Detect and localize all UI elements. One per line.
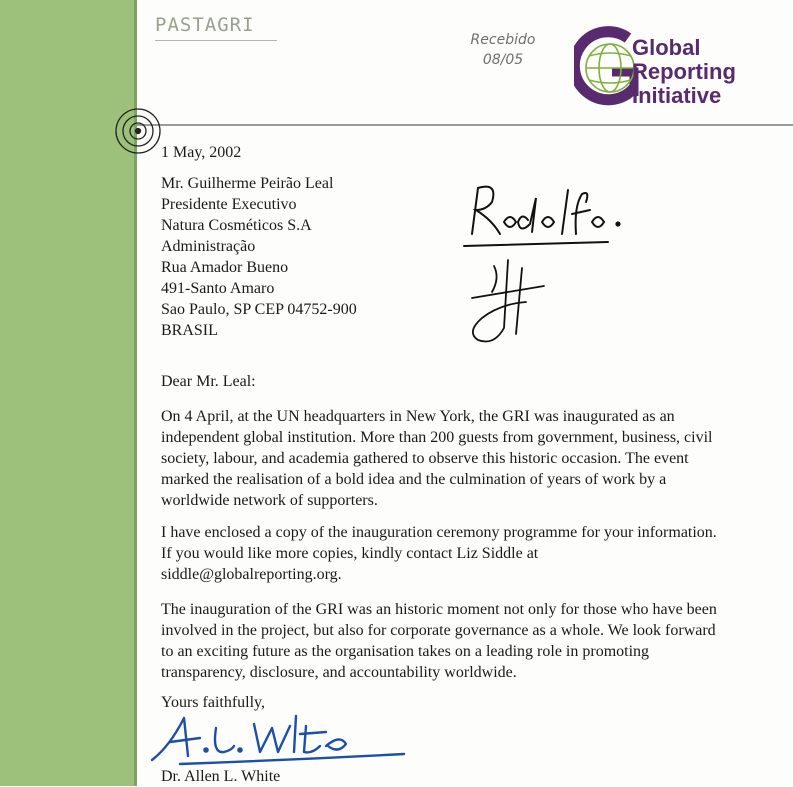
logo-word-1: Global	[632, 35, 701, 60]
signature-scribble	[464, 258, 554, 348]
signature-allen-white	[150, 706, 410, 768]
signer-name: Dr. Allen L. White	[161, 768, 281, 785]
file-stamp	[155, 14, 255, 36]
logo-word-2: Reporting	[632, 59, 736, 84]
header-rule	[137, 124, 793, 126]
salutation: Dear Mr. Leal:	[161, 373, 256, 390]
file-stamp-code: PASTAGRI	[155, 14, 255, 36]
target-mark-icon	[112, 105, 164, 157]
received-note-date: 08/05	[482, 52, 524, 68]
logo-word-3: Initiative	[632, 83, 722, 108]
address-line: 491-Santo Amaro	[161, 280, 275, 297]
address-line: Mr. Guilherme Peirão Leal	[161, 175, 334, 192]
body-paragraph-2: I have enclosed a copy of the inauguration ceremony programme for your information. If you would like more copies, kindly contact Liz Siddle at siddle@globalreporting.org.	[161, 524, 717, 583]
address-line: BRASIL	[161, 322, 218, 339]
body-paragraph-1: On 4 April, at the UN headquarters in New York, the GRI was inaugurated as an independent global institution. More than 200 guests from government, business, civil society, labour, and academia gathered to observe this historic occasion. The event marked the realisation of a bold idea and the culmination of years of work by a worldwide network of supporters.	[161, 408, 713, 509]
received-note-label: Recebido	[470, 32, 536, 48]
address-line: Natura Cosméticos S.A	[161, 217, 312, 234]
recipient-address	[161, 173, 357, 341]
address-line: Sao Paulo, SP CEP 04752-900	[161, 301, 357, 318]
gri-logo-wordmark	[632, 36, 736, 108]
file-stamp-underline	[155, 40, 277, 41]
received-note	[458, 30, 548, 70]
address-line: Administração	[161, 238, 256, 255]
address-line: Rua Amador Bueno	[161, 259, 289, 276]
address-line: Presidente Executivo	[161, 196, 297, 213]
body-paragraph-3: The inauguration of the GRI was an historic moment not only for those who have been involved in the project, but also for corporate governance as a whole. We look forward to an exciting future as the organisation takes on a leading role in promoting transparency, disclosure, and accountability worldwide.	[161, 601, 717, 681]
closing: Yours faithfully,	[161, 694, 266, 711]
letter-date: 1 May, 2002	[161, 144, 242, 161]
handwritten-rodolfo	[458, 176, 628, 256]
